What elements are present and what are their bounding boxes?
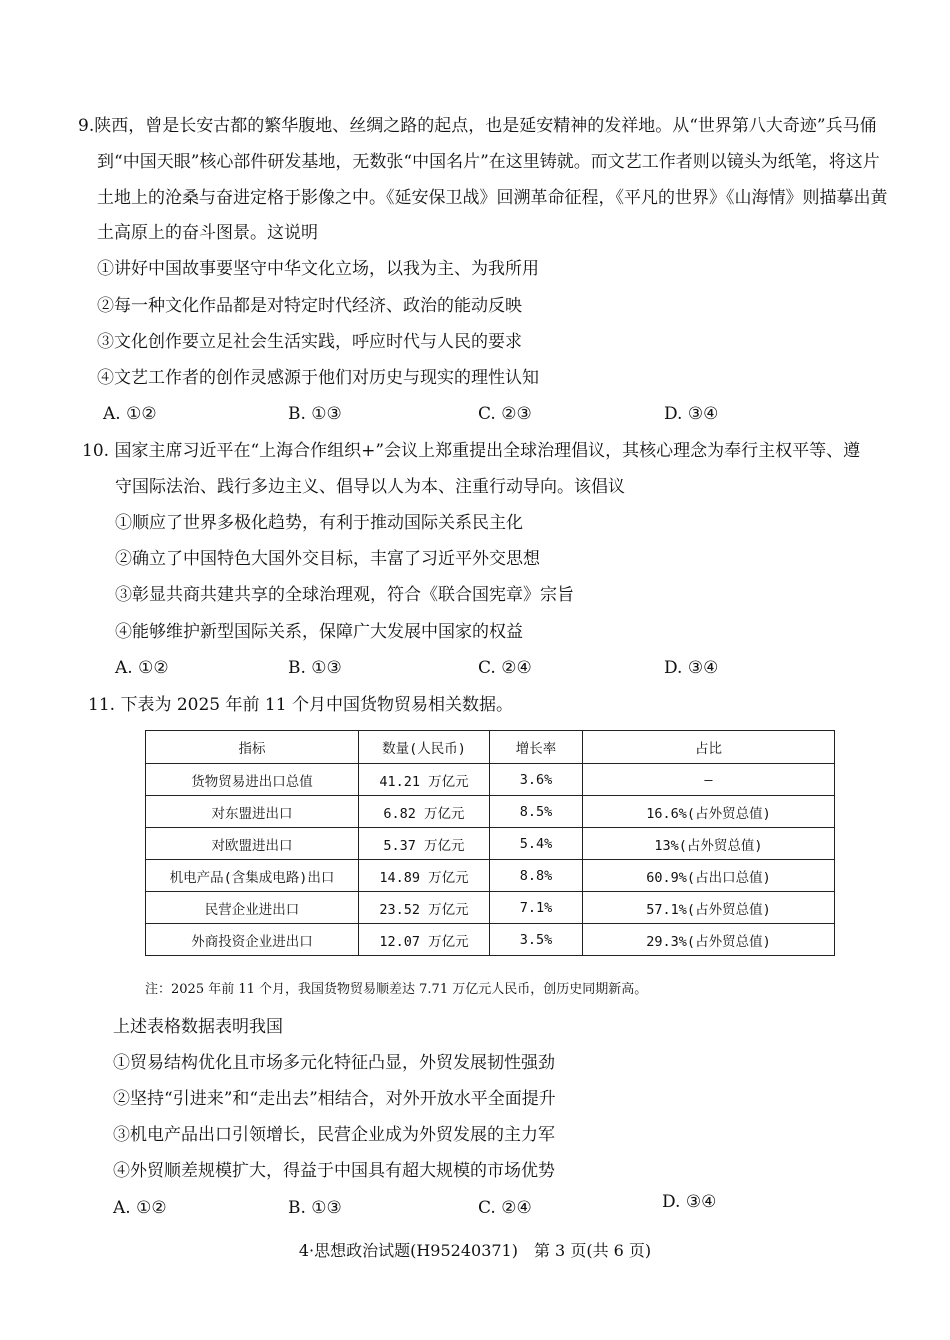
table-cell: 货物贸易进出口总值 [146, 764, 359, 796]
q11-option-a[interactable]: A. ①② [113, 1198, 167, 1218]
q11-item-1: ①贸易结构优化且市场多元化特征凸显，外贸发展韧性强劲 [113, 1053, 555, 1073]
table-row [146, 860, 835, 892]
q10-item-3: ③彰显共商共建共享的全球治理观，符合《联合国宪章》宗旨 [115, 585, 574, 605]
table-cell: 外商投资企业进出口 [146, 924, 359, 956]
table-row [146, 828, 835, 860]
table-cell: — [583, 764, 835, 796]
table-row [146, 892, 835, 924]
q9-item-4: ④文艺工作者的创作灵感源于他们对历史与现实的理性认知 [97, 368, 539, 388]
table-row [146, 764, 835, 796]
q9-item-2: ②每一种文化作品都是对特定时代经济、政治的能动反映 [97, 296, 522, 316]
table-cell: 12.07 万亿元 [359, 924, 490, 956]
table-cell: 29.3%(占外贸总值) [583, 924, 835, 956]
table-cell: 对东盟进出口 [146, 796, 359, 828]
q9-stem-line-1: 9.陕西，曾是长安古都的繁华腹地、丝绸之路的起点，也是延安精神的发祥地。从“世界第八大奇迹”兵马俑 [78, 116, 877, 136]
q10-item-4: ④能够维护新型国际关系，保障广大发展中国家的权益 [115, 622, 523, 642]
q11-option-c[interactable]: C. ②④ [478, 1198, 532, 1218]
table-cell: 7.1% [490, 892, 583, 924]
table-cell: 3.5% [490, 924, 583, 956]
q11-stem: 11. 下表为 2025 年前 11 个月中国货物贸易相关数据。 [88, 695, 513, 715]
q9-option-d[interactable]: D. ③④ [664, 404, 719, 424]
q11-item-4: ④外贸顺差规模扩大，得益于中国具有超大规模的市场优势 [113, 1161, 555, 1181]
table-cell: 60.9%(占出口总值) [583, 860, 835, 892]
table-cell: 6.82 万亿元 [359, 796, 490, 828]
q9-option-b[interactable]: B. ①③ [288, 404, 342, 424]
q9-option-a[interactable]: A. ①② [103, 404, 157, 424]
table-header-growth: 增长率 [490, 731, 583, 764]
table-cell: 13%(占外贸总值) [583, 828, 835, 860]
table-header-row [146, 731, 835, 764]
q10-item-2: ②确立了中国特色大国外交目标，丰富了习近平外交思想 [115, 549, 540, 569]
trade-data-table [145, 730, 835, 956]
table-cell: 对欧盟进出口 [146, 828, 359, 860]
table-header-indicator: 指标 [146, 731, 359, 764]
q10-option-d[interactable]: D. ③④ [664, 658, 719, 678]
table-header-amount: 数量(人民币) [359, 731, 490, 764]
table-cell: 8.8% [490, 860, 583, 892]
q10-option-c[interactable]: C. ②④ [478, 658, 532, 678]
table-cell: 57.1%(占外贸总值) [583, 892, 835, 924]
q11-item-2: ②坚持“引进来”和“走出去”相结合，对外开放水平全面提升 [113, 1089, 556, 1109]
table-row [146, 924, 835, 956]
table-header-share: 占比 [583, 731, 835, 764]
q10-stem-line-2: 守国际法治、践行多边主义、倡导以人为本、注重行动导向。该倡议 [115, 477, 625, 497]
table-cell: 16.6%(占外贸总值) [583, 796, 835, 828]
table-cell: 3.6% [490, 764, 583, 796]
page-footer: 4·思想政治试题(H95240371) 第 3 页(共 6 页) [298, 1241, 652, 1260]
q9-stem-line-4: 土高原上的奋斗图景。这说明 [97, 223, 318, 243]
table-cell: 机电产品(含集成电路)出口 [146, 860, 359, 892]
q9-stem-line-2: 到“中国天眼”核心部件研发基地，无数张“中国名片”在这里铸就。而文艺工作者则以镜头为纸笔，将这片 [97, 152, 880, 172]
table-note: 注：2025 年前 11 个月，我国货物贸易顺差达 7.71 万亿元人民币，创历史同期新高。 [145, 982, 648, 997]
table-cell: 8.5% [490, 796, 583, 828]
q10-stem-line-1: 10. 国家主席习近平在“上海合作组织+”会议上郑重提出全球治理倡议，其核心理念为奉行主权平等、遵 [82, 441, 861, 461]
q11-question: 上述表格数据表明我国 [113, 1017, 283, 1037]
q9-option-c[interactable]: C. ②③ [478, 404, 532, 424]
table-cell: 41.21 万亿元 [359, 764, 490, 796]
q10-item-1: ①顺应了世界多极化趋势，有利于推动国际关系民主化 [115, 513, 523, 533]
q10-option-b[interactable]: B. ①③ [288, 658, 342, 678]
table-cell: 民营企业进出口 [146, 892, 359, 924]
q11-option-d[interactable]: D. ③④ [662, 1192, 717, 1212]
table-row [146, 796, 835, 828]
q9-item-1: ①讲好中国故事要坚守中华文化立场，以我为主、为我所用 [97, 259, 539, 279]
q11-option-b[interactable]: B. ①③ [288, 1198, 342, 1218]
table-cell: 14.89 万亿元 [359, 860, 490, 892]
table-cell: 23.52 万亿元 [359, 892, 490, 924]
q9-item-3: ③文化创作要立足社会生活实践，呼应时代与人民的要求 [97, 332, 522, 352]
q9-stem-line-3: 土地上的沧桑与奋进定格于影像之中。《延安保卫战》回溯革命征程，《平凡的世界》《山海情》则描摹出黄 [97, 188, 888, 208]
table-cell: 5.37 万亿元 [359, 828, 490, 860]
q10-option-a[interactable]: A. ①② [115, 658, 169, 678]
q11-item-3: ③机电产品出口引领增长，民营企业成为外贸发展的主力军 [113, 1125, 555, 1145]
table-cell: 5.4% [490, 828, 583, 860]
